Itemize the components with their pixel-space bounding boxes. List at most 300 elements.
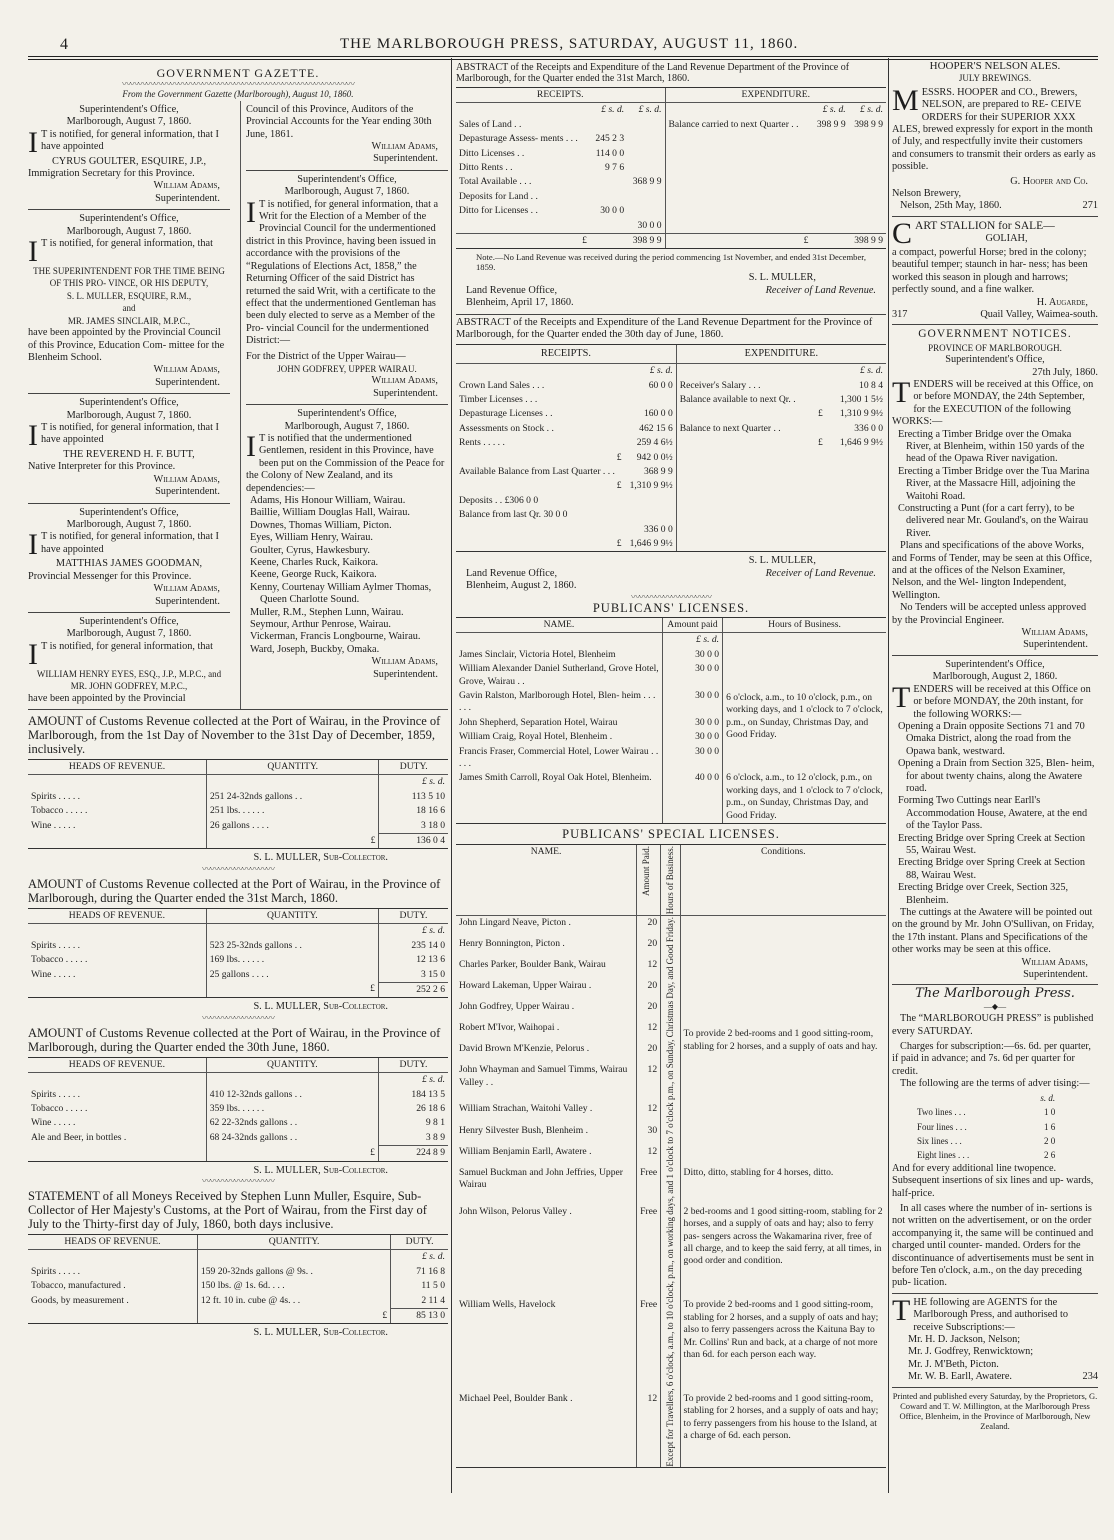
notice-date: Marlborough, August 7, 1860. [66, 225, 192, 237]
col-header: Amount paid [662, 618, 722, 633]
agent-name: Mr. W. B. Earll, Awatere. [908, 1371, 1013, 1383]
gazette-notice [28, 210, 230, 394]
table-cell: Rents . . . . . [459, 437, 505, 449]
customs-table [28, 1234, 448, 1324]
table-cell: £ [616, 480, 622, 492]
hours-cell [661, 915, 680, 1467]
notice-date: Marlborough, August 7, 1860. [284, 420, 410, 432]
table-cell: Balance from last Qr. 30 0 0 [459, 509, 568, 521]
gazette-source: From the Government Gazette (Marlborough), August 10, 1860. [122, 89, 354, 100]
table-cell: Ditto Licenses . . [459, 147, 525, 159]
hooper-ad-subtitle: JULY BREWINGS. [958, 73, 1032, 84]
table-cell [627, 118, 665, 132]
notice-office: Superintendent's Office, [79, 103, 179, 115]
peace-name: Kenny, Courtenay William Aylmer Thomas, Queen Charlotte Sound. [250, 581, 432, 606]
col-header: QUANTITY. [207, 760, 379, 775]
lsd-header-cell: £ s. d. [391, 1250, 448, 1265]
table-cell: 368 9 9 [632, 176, 662, 188]
table-row [456, 523, 676, 537]
table-cell: 410 12-32nds gallons . . [206, 1088, 378, 1102]
spacer-cell [28, 982, 206, 997]
column-divider [888, 58, 889, 1493]
peace-name: Keene, Charles Ruck, Kaikora. [250, 557, 379, 569]
customs-returns [28, 714, 448, 1340]
gov-notices-province: PROVINCE OF MARLBOROUGH. [928, 342, 1062, 353]
table-cell: Balance to next Quarter . . [679, 422, 781, 434]
table-cell: Tobacco, manufactured . [31, 1280, 126, 1292]
table-row [456, 175, 886, 189]
table-cell: 10 8 4 [859, 379, 883, 391]
notice-name: THE SUPERINTENDENT FOR THE TIME BEING OF THIS PRO- VINCE, OR HIS DEPUTY, [33, 266, 225, 289]
land-signature-title: Receiver of Land Revenue. [765, 567, 876, 579]
table-row [28, 968, 448, 983]
spacer-cell [849, 219, 886, 234]
table-cell [590, 219, 627, 234]
table-cell [627, 204, 665, 218]
gazette-col-b [240, 101, 448, 709]
customs-table [28, 759, 448, 849]
land-q1-note: Note.—No Land Revenue was received during the period commencing 1st November, and ended 31st December, 1859. [476, 252, 866, 273]
land-q1-table: RECEIPTS. EXPENDITURE. £ s. d. £ s. d. £ s. d. £ s. d. Sales of Land . . Balance carried to next Quarter . . 398 9 9 398 9 9 Depasturage Assess- ments . . . 245 2 3 Ditto Licenses . . 114 0 0 Ditto Rents . . 9 7 6 Total Available . . . 368 9 9 Deposits for Land . . Ditto for Licenses . . 30 0 0 30 0 0 £ 398 9 9 £ 398 9 9 [456, 87, 886, 249]
table-cell: William Wells, Havelock [459, 1299, 556, 1311]
agent-name: Mr. J. M'Beth, Picton. [908, 1358, 999, 1370]
table-cell: 359 lbs. . . . . . [206, 1102, 378, 1116]
customs-title: AMOUNT of Customs Revenue collected at the Port of Wairau, in the Province of Marlborough, from the 1st Day of November to the 31st Day of December, 1859, inclusively. [28, 714, 441, 757]
col-header: DUTY. [378, 1058, 448, 1073]
spacer-cell [28, 1309, 197, 1324]
table-row [456, 132, 886, 146]
notice-office: Superintendent's Office, [79, 506, 179, 518]
works-list [892, 429, 1098, 541]
spacer-cell [849, 190, 886, 204]
press-terms: The following are the terms of adver tising:— [900, 1078, 1090, 1090]
table-row [456, 662, 886, 689]
customs-table [28, 908, 448, 998]
peace-name: Baillie, William Douglas Hall, Wairau. [250, 507, 410, 519]
drop-cap: I [28, 235, 38, 269]
table-cell: William Craig, Royal Hotel, Blenheim . [459, 731, 613, 743]
table-cell: 942 0 0½ [636, 451, 673, 463]
spacer-cell [28, 1146, 206, 1161]
notice-signature-title: Superintendent. [373, 668, 438, 680]
table-row [456, 379, 676, 393]
notice-signature: William Adams, [153, 473, 220, 485]
table-row [677, 407, 886, 421]
notice-office: Superintendent's Office, [945, 354, 1045, 366]
notice-text: T is notified that the undermentioned Gentlemen, resident in this Province, have been put on the Commission of the Peace for the Colony of New Zealand, and its dependencies:— [246, 432, 445, 494]
notice-text: T is notified, for general information, that [41, 640, 213, 652]
table-cell: 30 0 0 [600, 205, 625, 217]
customs-signature: S. L. MULLER, Sub-Collector. [253, 1327, 388, 1339]
table-cell: Deposits . . £306 0 0 [459, 494, 539, 506]
land-q2-footer [456, 568, 886, 593]
peace-commission-notice [246, 405, 448, 685]
customs-return [28, 714, 448, 873]
notice-name: CYRUS GOULTER, ESQUIRE, J.P., [51, 155, 207, 167]
rate-value: 2 0 [1043, 1135, 1056, 1146]
table-cell: Assessments on Stock . . [459, 422, 554, 434]
notice-signature: William Adams, [371, 375, 438, 387]
spacer-cell [723, 648, 886, 662]
table-cell: 336 0 0 [643, 523, 673, 535]
table-cell: 60 0 0 [648, 379, 673, 391]
table-row [456, 648, 886, 662]
rate-value: 1 6 [1043, 1121, 1056, 1132]
table-cell: Spirits . . . . . [31, 939, 81, 951]
col-header: HEADS OF REVENUE. [68, 761, 166, 773]
notice-signature-title: Superintendent. [373, 387, 438, 399]
table-row [456, 508, 676, 522]
table-cell: Charles Parker, Boulder Bank, Wairau [459, 959, 606, 971]
table-row [456, 147, 886, 161]
spacer-cell [811, 132, 848, 146]
land-q2-table [456, 344, 886, 553]
table-cell: 12 [637, 1145, 661, 1166]
notice-text: T is notified, for general information, that I have appointed [41, 421, 219, 446]
customs-table [28, 1057, 448, 1162]
col-header: Amount Paid. [641, 845, 652, 896]
spacer-cell [811, 147, 848, 161]
customs-signature: S. L. MULLER, Sub-Collector. [253, 1164, 388, 1176]
hours-cell: 6 o'clock, a.m., to 12 o'clock, p.m., on working days, and 1 o'clock to 7 o'clock, p.m., on Sunday, Christmas Day, and Good Friday. [723, 771, 886, 823]
spacer-cell [849, 204, 886, 218]
table-cell: John Lingard Neave, Picton . [459, 916, 571, 928]
hooper-ad-footer [892, 200, 1098, 212]
peace-name: Goulter, Cyrus, Hawkesbury. [250, 544, 370, 556]
notice-signature-title: Superintendent. [155, 192, 220, 204]
table-cell: 3 8 9 [378, 1131, 448, 1146]
notice-name: WILLIAM HENRY EYES, ESQ., J.P., M.P.C., and [36, 668, 222, 679]
table-cell: 30 0 0 [662, 716, 722, 730]
drop-cap: I [28, 418, 38, 452]
agent-item [908, 1346, 1098, 1358]
header-rule [28, 56, 1098, 57]
table-cell: John Shepherd, Separation Hotel, Wairau [459, 716, 618, 728]
notice-signature-title: Superintendent. [373, 153, 438, 165]
gov-notices-title: GOVERNMENT NOTICES. [918, 328, 1072, 341]
spacer-cell [665, 175, 811, 189]
column-divider [451, 58, 452, 1493]
col-header: HEADS OF REVENUE. [68, 909, 165, 921]
table-cell [625, 508, 676, 522]
notice-name: and [122, 303, 136, 314]
table-cell: 1,310 9 9½ [839, 408, 883, 420]
notice-text: T is notified, for general information, that a Writ for the Election of a Member of the Provincial Council for the undermentioned district in this Province, having been issued in accordance with the provisions of the “Regulations of Elections Act, 1858,” the Returning Officer of the said District has returned the said Writ, with a certificate to the effect that the undermentioned Gentleman has been duly elected to serve as a Member of the Pro- vincial Council for the undermentioned District:— [246, 198, 439, 347]
gazette-title: GOVERNMENT GAZETTE. [156, 66, 320, 80]
tender-text: ENDERS will be received at this Office, on or before MONDAY, the 24th September, for the EXECUTION of the following WORKS:— [892, 378, 1094, 428]
table-cell [625, 393, 676, 407]
conditions-cell: 2 bed-rooms and 1 good sitting-room, stabling for 2 horses, and a supply of oats and hay; also to ferry pas- sengers across the Wakamarina river, free of all charge, and to keep the said ferry, at all times, in good order and condition. [680, 1205, 886, 1299]
table-cell: Deposits for Land . . [459, 190, 538, 202]
table-row [456, 118, 886, 132]
peace-name: Eyes, William Henry, Wairau. [250, 532, 373, 544]
table-cell: 398 9 9 [816, 118, 846, 130]
total-cell: 85 13 0 [391, 1309, 448, 1324]
peace-name-list [246, 495, 448, 656]
agent-list [892, 1334, 1098, 1384]
drop-cap: I [28, 125, 38, 159]
stallion-ad-text: a compact, powerful Horse; bred in the colony; beautiful temper; staunch in har- ness; has been worked this season in plough and harrows; perfectly sound, and a fine walker. [892, 246, 1088, 296]
land-q2-split [456, 345, 886, 552]
peace-name: Downes, Thomas William, Picton. [250, 519, 392, 531]
notice-office: Superintendent's Office, [297, 173, 397, 185]
wavy-rule: 〰〰〰〰〰〰〰〰〰〰 [630, 591, 711, 602]
pound-sign: £ [207, 834, 379, 849]
wavy-rule: 〰〰〰〰〰〰〰〰〰 [201, 863, 274, 874]
spacer-cell [206, 924, 378, 939]
table-cell: John Godfrey, Upper Wairau . [459, 1001, 575, 1013]
table-cell: Tobacco . . . . . [31, 1102, 88, 1114]
spacer-cell [28, 1073, 206, 1088]
table-cell: 1,300 1 5½ [839, 393, 883, 405]
customs-return [28, 877, 448, 1022]
table-cell: 12 ft. 10 in. cube @ 4s. . . [197, 1294, 390, 1309]
table-row [456, 479, 676, 493]
ad-number: 317 [892, 308, 908, 320]
stallion-name: GOLIAH, [985, 233, 1028, 245]
section-rule [892, 984, 1098, 985]
table-cell [627, 161, 665, 175]
table-cell: 12 13 6 [378, 953, 448, 967]
table-cell: 1,646 9 9½ [839, 437, 883, 449]
col-header: NAME. [530, 845, 562, 857]
table-cell [627, 190, 665, 204]
table-cell: Ditto Rents . . [459, 162, 513, 174]
special-table [456, 844, 886, 1469]
table-row [456, 407, 676, 421]
table-cell: 523 25-32nds gallons . . [206, 939, 378, 953]
col-header: HEADS OF REVENUE. [68, 1058, 165, 1070]
special-title: PUBLICANS' SPECIAL LICENSES. [562, 827, 780, 842]
receipts-header: RECEIPTS. [456, 345, 676, 364]
col-header: Hours of Business. [723, 618, 886, 633]
table-cell: Goods, by measurement . [31, 1294, 129, 1306]
table-cell: Henry Bonnington, Picton . [459, 938, 565, 950]
col-header: Hours of Business. [665, 845, 676, 914]
section-rule [892, 324, 1098, 325]
notice-name: MR. JAMES SINCLAIR, M.P.C., [67, 315, 191, 326]
drop-cap: T [892, 680, 911, 714]
col-header: QUANTITY. [206, 909, 378, 924]
gazette-notice [28, 101, 230, 210]
table-cell: 462 15 6 [639, 422, 673, 434]
works-item: Opening a Drain from Section 325, Blen- heim, for about twenty chains, along the Awatere road. [898, 758, 1095, 794]
hooper-ad-text: ESSRS. HOOPER and CO., Brewers, NELSON, are prepared to RE- CEIVE ORDERS for their SUPERIOR XXX ALES, brewed expressly for export in the month of July, and respectfully invite their customers and consumers to transmit their orders as early as possible. [892, 86, 1096, 173]
rate-row [914, 1120, 1058, 1134]
table-row [28, 939, 448, 953]
peace-name: Ward, Joseph, Buckby, Omaka. [250, 643, 380, 655]
table-cell: 245 2 3 [595, 133, 625, 145]
table-cell: William Alexander Daniel Sutherland, Grove Hotel, Grove, Wairau . . [459, 663, 659, 687]
col-header: DUTY. [378, 909, 448, 924]
land-signature-title: Receiver of Land Revenue. [765, 284, 876, 296]
press-nameplate: The Marlborough Press. [915, 986, 1075, 1002]
section-rule [28, 709, 448, 710]
stallion-ad-place: Quail Valley, Waimea-south. [980, 308, 1098, 320]
table-cell: James Sinclair, Victoria Hotel, Blenheim [459, 648, 616, 660]
agent-name: Mr. H. D. Jackson, Nelson; [908, 1334, 1021, 1345]
table-cell: 235 14 0 [378, 939, 448, 953]
notice-district: For the District of the Upper Wairau— [246, 350, 406, 362]
table-cell: 113 5 10 [379, 790, 448, 804]
ad-number: 234 [1082, 1371, 1098, 1383]
section-rule [892, 655, 1098, 656]
table-cell: 169 lbs. . . . . . [206, 953, 378, 967]
agent-item [908, 1371, 1098, 1383]
table-cell: 26 gallons . . . . [207, 819, 379, 834]
press-additional: And for every additional line twopence. Subsequent insertions of six lines and up- wards, half-price. [892, 1162, 1094, 1199]
spacer-cell [811, 161, 848, 175]
table-cell: Balance available to next Qr. . [679, 393, 796, 405]
notice-office: Superintendent's Office, [79, 397, 179, 409]
table-cell: Francis Fraser, Commercial Hotel, Lower Wairau . . . . . [459, 745, 659, 770]
table-cell: 30 0 0 [662, 730, 722, 744]
spacer-cell [197, 1250, 390, 1265]
table-cell: 368 9 9 [643, 465, 673, 477]
agent-name: Mr. J. Godfrey, Renwicktown; [908, 1346, 1034, 1358]
table-cell: 30 0 0 [637, 219, 662, 231]
table-cell: 20 [637, 915, 661, 937]
notice-signature-title: Superintendent. [155, 486, 220, 498]
table-row [456, 161, 886, 175]
table-cell [456, 219, 590, 234]
table-row [456, 465, 676, 479]
total-cell: 252 2 6 [378, 982, 448, 997]
section-rule [892, 1387, 1098, 1388]
notice-name: JOHN GODFREY, UPPER WAIRAU. [277, 363, 417, 374]
table-row [28, 819, 448, 834]
notice-role: Native Interpreter for this Province. [28, 461, 176, 473]
wavy-rule: 〰〰〰〰〰〰〰〰〰〰〰〰〰〰〰〰〰〰〰〰〰〰〰〰〰〰〰〰〰 [121, 79, 354, 90]
notice-text: Council of this Province, Auditors of the Provincial Accounts for the Year ending 30th June, 1861. [246, 103, 432, 140]
notice-text: T is notified, for general information, that I have appointed [41, 531, 219, 555]
table-cell: 160 0 0 [643, 408, 673, 420]
table-cell: 12 [637, 1021, 661, 1042]
land-q1-signature: S. L. MULLER, [748, 272, 816, 284]
table-cell: Wine . . . . . [31, 1117, 76, 1129]
notice-date: Marlborough, August 2, 1860. [932, 671, 1058, 683]
agent-item [908, 1359, 1098, 1371]
table-cell: 12 [637, 1063, 661, 1102]
spacer-cell [28, 834, 207, 849]
table-cell: 9 7 6 [604, 162, 625, 174]
rate-row [914, 1105, 1058, 1119]
peace-name: Vickerman, Francis Longbourne, Wairau. [250, 631, 421, 643]
table-cell: Tobacco . . . . . [31, 954, 88, 966]
notice-date: Marlborough, August 7, 1860. [66, 628, 192, 640]
land-q2-expenditure: EXPENDITURE. £ s. d. Receiver's Salary . . . 10 8 4 Balance available to next Qr. . 1,300 1 5½ £ 1,310 9 9½ Balance to next Quarter . . 336 0 0 £ 1,646 9 9½ [676, 345, 886, 552]
spacer-cell [665, 147, 811, 161]
works-list [892, 721, 1098, 907]
notice-date: Marlborough, August 7, 1860. [66, 409, 192, 421]
notice-office: Superintendent's Office, [79, 616, 179, 627]
press-cases: In all cases where the number of in- sertions is not written on the advertisement, or on the order accompanying it, the same will be continued and charged until counter- manded. Orders for the discontinuance of advertisements must be sent in before Ten o'clock, a.m., on the day preceding pub- lication. [892, 1202, 1094, 1289]
table-cell: 30 0 0 [662, 648, 722, 662]
pound-sign: £ [206, 1146, 378, 1161]
conditions-cell: To provide 2 bed-rooms and 1 good sitting-room, stabling for 2 horses, and a supply of oats and hay; to ferry passengers from his house to the Island, at a charge of 6d. each person. [680, 1392, 886, 1468]
table-cell: Crown Land Sales . . . [459, 379, 545, 391]
table-cell: 251 24-32nds gallons . . [207, 790, 379, 804]
table-row [28, 1265, 448, 1279]
hooper-ad-signature: G. Hooper and Co. [1010, 175, 1088, 187]
table-cell: Depasturage Assess- ments . . . [459, 133, 578, 145]
table-cell: John Wilson, Pelorus Valley . [459, 1205, 572, 1217]
total-row [28, 834, 448, 849]
gazette-notice [28, 613, 230, 709]
customs-title: STATEMENT of all Moneys Received by Stephen Lunn Muller, Esquire, Sub-Collector of Her Majesty's Customs, at the Port of Wairau, from the First day of July to the Thirty-first day of July, 1860, both days inclusive. [28, 1188, 427, 1231]
gazette-notice [28, 504, 230, 613]
land-office: Land Revenue Office, [466, 567, 558, 579]
col-header: QUANTITY. [206, 1058, 378, 1073]
section-rule [892, 1293, 1098, 1294]
col-header: QUANTITY. [197, 1235, 390, 1250]
drop-cap: T [892, 1293, 911, 1327]
table-cell: Free [637, 1298, 661, 1392]
table-cell: Timber Licenses . . . [459, 393, 538, 405]
table-row [28, 1279, 448, 1293]
spacer-cell [665, 219, 811, 234]
table-cell: 26 18 6 [378, 1102, 448, 1116]
pound-sign: £ [206, 982, 378, 997]
table-cell: 30 0 0 [662, 689, 722, 716]
works-item: Forming Two Cuttings near Earll's Accommodation House, Awatere, at the end of the Taylor Pass. [898, 795, 1088, 832]
customs-return [28, 1026, 448, 1185]
table-cell: Sales of Land . . [459, 118, 522, 130]
notice-date: 27th July, 1860. [1032, 366, 1098, 378]
rate-label: Four lines . . . [917, 1121, 967, 1132]
table-cell: Spirits . . . . . [31, 790, 81, 802]
table-cell: Wine . . . . . [31, 968, 76, 980]
rate-row [914, 1134, 1058, 1148]
table-row [677, 379, 886, 393]
table-cell: Gavin Ralston, Marlborough Hotel, Blen- heim . . . . . . [459, 690, 656, 714]
drop-cap: M [892, 83, 919, 117]
table-cell: 20 [637, 979, 661, 1000]
table-cell: John Whayman and Samuel Timms, Wairau Valley . . [459, 1064, 628, 1088]
table-row [456, 771, 886, 823]
stallion-ad-title: ART STALLION for SALE— [915, 219, 1055, 232]
table-cell: £ [818, 437, 823, 449]
drop-cap: T [892, 375, 911, 409]
notice-signature-title: Superintendent. [1023, 639, 1088, 651]
notice-office: Superintendent's Office, [297, 408, 397, 420]
notice-signature: William Adams, [1021, 956, 1088, 968]
table-row [28, 1102, 448, 1116]
table-cell [590, 118, 627, 132]
table-cell: Total Available . . . [459, 176, 532, 188]
table-row [28, 804, 448, 818]
press-agents: HE following are AGENTS for the Marlborough Press, and authorised to receive Subscriptions:— [913, 1296, 1069, 1333]
tender-condition: No Tenders will be accepted unless approved by the Provincial Engineer. [892, 602, 1087, 626]
table-cell [625, 494, 676, 508]
notice-office: Superintendent's Office, [79, 213, 179, 225]
table-cell: 1,310 9 9½ [629, 480, 673, 492]
wavy-rule: 〰〰〰〰〰〰〰〰〰 [201, 1175, 274, 1186]
spacer-cell [849, 132, 886, 146]
notice-signature: William Adams, [153, 583, 220, 595]
spacer-cell [665, 132, 811, 146]
conditions-cell: Ditto, ditto, stabling for 4 horses, ditto. [680, 1166, 886, 1205]
table-row [456, 915, 886, 937]
works-item: Constructing a Punt (for a cart ferry), to be delivered near Mr. Gouland's, on the Wairau River. [898, 503, 1089, 539]
works-item: Erecting Bridge over Spring Creek at Section 55, Wairau West. [898, 832, 1086, 856]
peace-name: Muller, R.M., Stephen Lunn, Wairau. [250, 606, 404, 618]
drop-cap: C [892, 216, 913, 250]
table-cell: 3 18 0 [379, 819, 448, 834]
spacer-cell [665, 161, 811, 175]
drop-cap: I [28, 528, 38, 562]
expenditure-header: EXPENDITURE. [665, 88, 886, 103]
